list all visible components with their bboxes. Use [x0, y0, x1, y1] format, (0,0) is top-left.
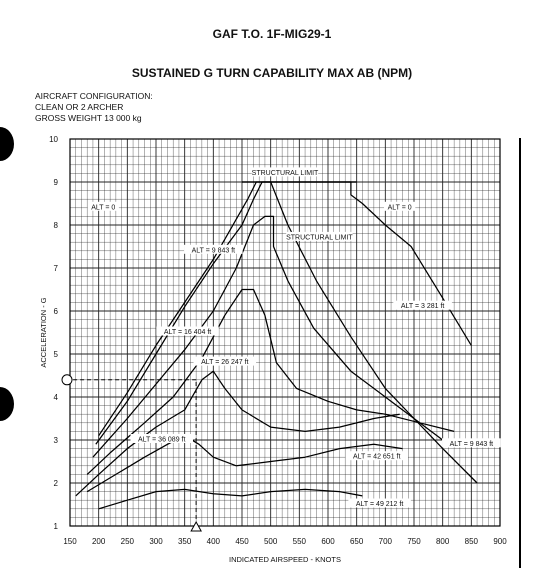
x-tick-label: 200	[91, 537, 106, 546]
y-tick-label: 5	[53, 350, 58, 359]
x-tick-label: 500	[263, 537, 278, 546]
y-tick-label: 8	[53, 221, 58, 230]
x-tick-label: 800	[435, 537, 450, 546]
document-title: GAF T.O. 1F-MIG29-1	[212, 27, 332, 41]
x-tick-label: 300	[149, 537, 163, 546]
x-tick-label: 400	[206, 537, 221, 546]
curve-labels	[88, 167, 501, 508]
x-axis-label: INDICATED AIRSPEED - KNOTS	[229, 555, 341, 564]
curve-label: ALT = 3 281 ft	[400, 303, 445, 311]
curve-label: ALT = 9 843 ft	[191, 247, 236, 255]
y-tick-label: 6	[53, 307, 58, 316]
config-line-2: CLEAN OR 2 ARCHER	[35, 102, 124, 112]
x-tick-label: 650	[349, 537, 364, 546]
x-tick-label: 850	[464, 537, 479, 546]
curve-label: STRUCTURAL LIMIT	[286, 234, 353, 242]
y-tick-label: 2	[53, 479, 58, 488]
curve-label: ALT = 0	[91, 204, 116, 212]
x-tick-label: 600	[321, 537, 335, 546]
example-reading	[62, 375, 201, 531]
x-tick-label: 250	[120, 537, 135, 546]
y-tick-label: 7	[53, 264, 58, 273]
x-tick-label: 900	[493, 537, 507, 546]
y-tick-label: 10	[49, 135, 58, 144]
x-tick-label: 350	[177, 537, 192, 546]
y-tick-label: 1	[53, 522, 58, 531]
config-line-1: AIRCRAFT CONFIGURATION:	[35, 91, 153, 101]
example-result-marker	[62, 375, 72, 385]
curve-label: ALT = 42 651 ft	[353, 453, 401, 461]
curve-label: ALT = 26 247 ft	[201, 359, 249, 367]
curve-label: ALT = 49 212 ft	[355, 501, 404, 508]
y-tick-label: 9	[53, 178, 58, 187]
x-tick-label: 450	[235, 537, 249, 546]
x-tick-label: 750	[407, 537, 421, 546]
curve-label: ALT = 36 089 ft	[138, 436, 186, 444]
grid	[70, 139, 500, 526]
y-axis-label: ACCELERATION - G	[39, 297, 48, 368]
curve-label: ALT = 16 404 ft	[163, 329, 212, 336]
curve-label: ALT = 0	[387, 204, 412, 212]
plot-frame	[70, 139, 500, 526]
curve-label: ALT = 9 843 ft	[449, 440, 494, 448]
config-line-3: GROSS WEIGHT 13 000 kg	[35, 113, 142, 123]
curve-label: STRUCTURAL LIMIT	[251, 169, 319, 177]
x-tick-label: 550	[292, 537, 307, 546]
y-tick-label: 4	[53, 393, 58, 402]
y-tick-label: 3	[53, 436, 58, 445]
chart-title: SUSTAINED G TURN CAPABILITY MAX AB (NPM)	[131, 66, 413, 80]
x-tick-label: 700	[378, 537, 393, 546]
x-tick-label: 150	[63, 537, 77, 546]
